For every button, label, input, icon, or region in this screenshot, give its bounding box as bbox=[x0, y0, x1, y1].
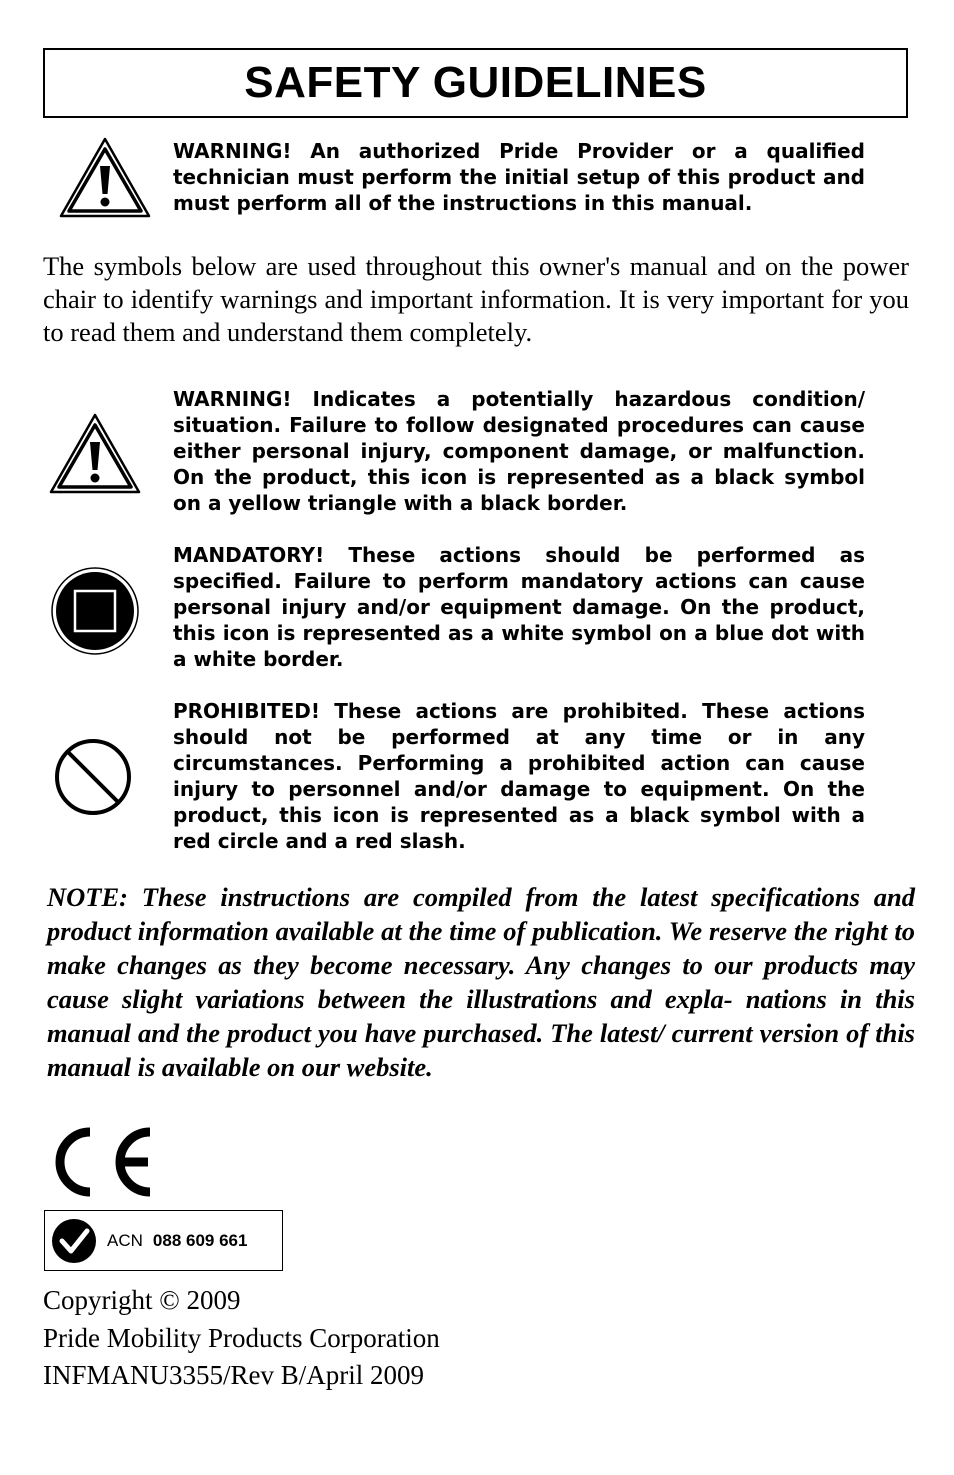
symbol-warning-text: WARNING! Indicates a potentially hazardous condition/ situation. Failure to follow designated procedures can cause either personal injury, component damage, or malfunction. On the product, this icon is represented as a black symbol on a yellow triangle with a black border. bbox=[173, 387, 865, 515]
title-box bbox=[43, 48, 908, 118]
page-title: SAFETY GUIDELINES bbox=[244, 58, 707, 107]
c-tick-icon bbox=[51, 1218, 97, 1264]
mandatory-dot-icon bbox=[50, 566, 140, 656]
top-warning-text: WARNING! An authorized Pride Provider or a qualified technician must perform the initial setup of this product and must perform all of the instructions in this manual. bbox=[173, 139, 865, 215]
prohibited-circle-icon bbox=[52, 736, 134, 818]
acn-box bbox=[44, 1210, 283, 1271]
warning-triangle-icon bbox=[48, 412, 142, 496]
note-paragraph: NOTE: These instructions are compiled from the latest specifications and product information available at the time of publication. We reserve the right to make changes as they become necessary. Any changes to our products may cause slight variations between the illustrations and expla- nations in this manual and the product you have purchased. The latest/ current version of this manual is available on our website. bbox=[47, 882, 915, 1082]
company-line: Pride Mobility Products Corporation bbox=[43, 1323, 440, 1353]
warning-triangle-icon bbox=[58, 136, 152, 220]
symbol-prohibited-text: PROHIBITED! These actions are prohibited. These actions should not be performed at any time or in any circumstances. Performing a prohibited action can cause injury to personnel and/or damage to equipment. On the product, this icon is represented as a black symbol with a red circle and a red slash. bbox=[173, 699, 865, 853]
intro-paragraph: The symbols below are used throughout this owner's manual and on the power chair to identify warnings and important information. It is very important for you to read them and understand them completely. bbox=[43, 251, 909, 347]
symbol-mandatory-text: MANDATORY! These actions should be performed as specified. Failure to perform mandatory actions can cause personal injury and/or equipment damage. On the product, this icon is represented as a white symbol on a blue dot with a white border. bbox=[173, 543, 865, 671]
doc-id-line: INFMANU3355/Rev B/April 2009 bbox=[43, 1360, 425, 1390]
ce-mark-icon bbox=[46, 1124, 156, 1200]
copyright-line: Copyright © 2009 bbox=[43, 1285, 241, 1315]
acn-label: ACN bbox=[107, 1230, 143, 1250]
acn-number: 088 609 661 bbox=[152, 1230, 248, 1250]
